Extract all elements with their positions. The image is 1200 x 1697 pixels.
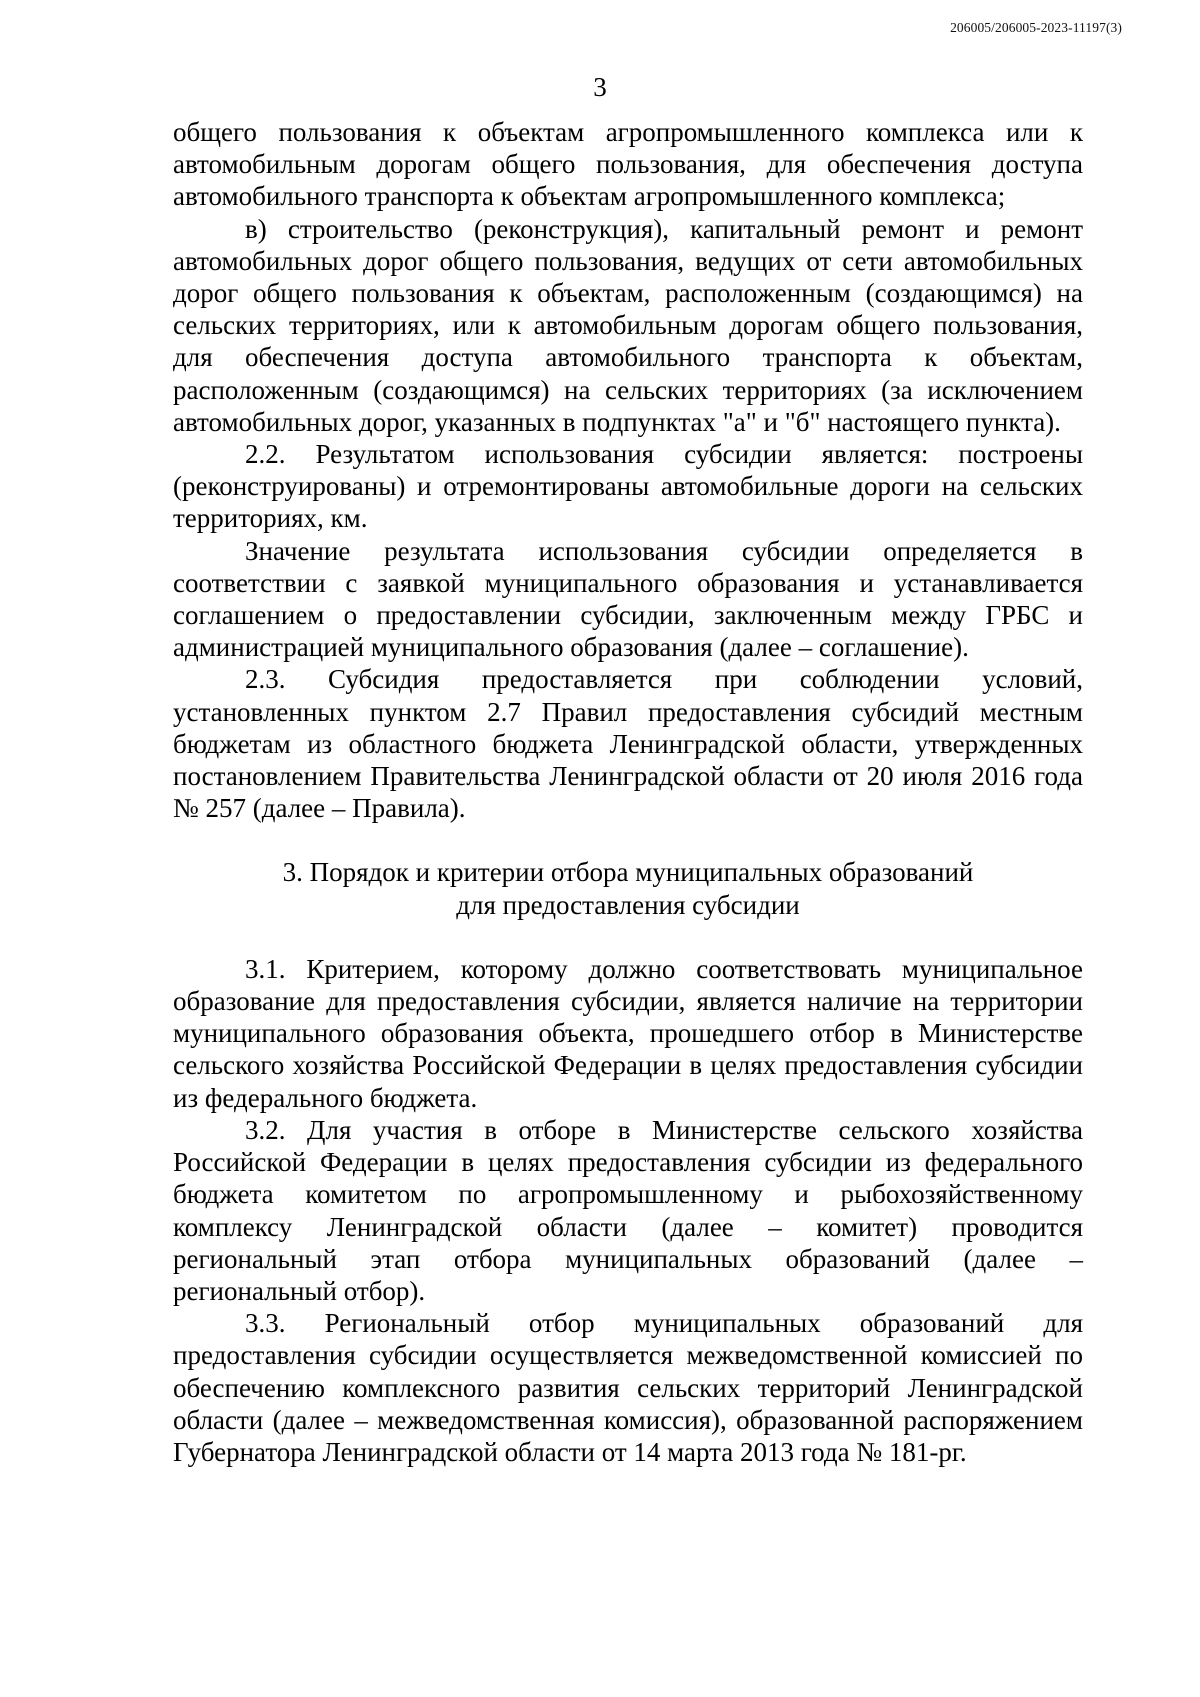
paragraph-3-2: 3.2. Для участия в отборе в Министерстве сельского хозяйства Российской Федерации в целях предоставления субсидии из федерального бюджета комитетом по агропромышленному и рыбохозяйственному комплексу Ленинградской области (далее – комитет) проводится региональный этап отбора муниципальных образований (далее – региональный отбор).: [173, 1114, 1083, 1306]
section-3-heading-line-2: для предоставления субсидии: [456, 889, 800, 920]
paragraph-2-3: 2.3. Субсидия предоставляется при соблюдении условий, установленных пунктом 2.7 Правил предоставления субсидий местным бюджетам из областного бюджета Ленинградской области, утвержденных постановлением Правительства Ленинградской области от 20 июля 2016 года № 257 (далее – Правила).: [173, 664, 1083, 824]
paragraph-subitem-v: в) строительство (реконструкция), капитальный ремонт и ремонт автомобильных дорог общего пользования, ведущих от сети автомобильных дорог общего пользования к объектам, расположенным (создающимся) на сельских территориях, или к автомобильным дорогам общего пользования, для обеспечения доступа автомобильного транспорта к объектам, расположенным (создающимся) на сельских территориях (за исключением автомобильных дорог, указанных в подпунктах "а" и "б" настоящего пункта).: [173, 213, 1083, 437]
paragraph-2-2-value: Значение результата использования субсидии определяется в соответствии с заявкой муниципального образования и устанавливается соглашением о предоставлении субсидии, заключенным между ГРБС и администрацией муниципального образования (далее – соглашение).: [173, 535, 1083, 663]
document-id: 206005/206005-2023-11197(3): [950, 20, 1122, 35]
section-3-heading-line-1: 3. Порядок и критерии отбора муниципальных образований: [282, 857, 974, 888]
paragraph-2-2: 2.2. Результатом использования субсидии является: построены (реконструированы) и отремонтированы автомобильные дороги на сельских территориях, км.: [173, 439, 1083, 534]
paragraph-3-3: 3.3. Региональный отбор муниципальных образований для предоставления субсидии осуществляется межведомственной комиссией по обеспечению комплексного развития сельских территорий Ленинградской области (далее – межведомственная комиссия), образованной распоряжением Губернатора Ленинградской области от 14 марта 2013 года № 181-рг.: [173, 1308, 1083, 1467]
paragraph-continuation: общего пользования к объектам агропромышленного комплекса или к автомобильным дорогам общего пользования, для обеспечения доступа автомобильного транспорта к объектам агропромышленного комплекса;: [173, 117, 1083, 212]
document-body: [173, 116, 1083, 1468]
paragraph-3-1: 3.1. Критерием, которому должно соответствовать муниципальное образование для предоставления субсидии, является наличие на территории муниципального образования объекта, прошедшего отбор в Министерстве сельского хозяйства Российской Федерации в целях предоставления субсидии из федерального бюджета.: [173, 953, 1083, 1113]
page-number: 3: [593, 72, 607, 102]
section-3-heading: [173, 856, 1083, 920]
